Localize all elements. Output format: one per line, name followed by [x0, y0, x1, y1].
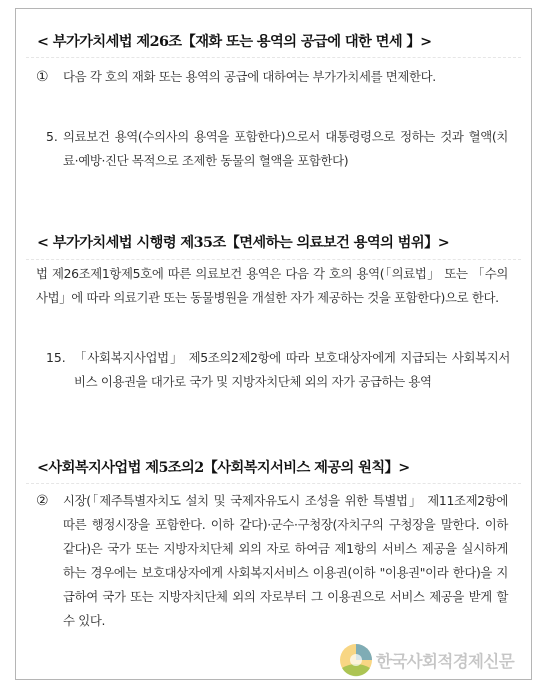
- document-frame: [15, 8, 532, 680]
- newspaper-watermark-text: 한국사회적경제신문: [376, 652, 515, 671]
- section1-heading: < 부가가치세법 제26조【재화 또는 용역의 공급에 대한 면세 】>: [37, 34, 432, 50]
- section3-heading: <사회복지사업법 제5조의2【사회복지서비스 제공의 원칙】>: [37, 460, 410, 476]
- section1-divider: [26, 57, 521, 58]
- section2-divider: [26, 259, 521, 260]
- section1-item-mark: ①: [36, 69, 49, 85]
- section2-sub-number: 15.: [46, 350, 66, 365]
- newspaper-logo-icon: [336, 640, 376, 680]
- section3-item-mark: ②: [36, 493, 49, 509]
- section1-sub-text: 의료보건 용역(수의사의 용역을 포함한다)으로서 대통령령으로 정하는 것과 혈액(치료·예방·진단 목적으로 조제한 동물의 혈액을 포함한다): [63, 129, 508, 168]
- section3-item-text: 시장(「제주특별자치도 설치 및 국제자유도시 조성을 위한 특별법」 제11조제2항에 따른 행정시장을 포함한다. 이하 같다)·군수·구청장(자치구의 구청장을 말한다. 이하 같다)은 국가 또는 지방자치단체 외의 자로 하여금 제1항의 서비스 제공을 실시하게 하는 경우에는 보호대상자에게 사회복지서비스 이용권(이하 "이용권"이라 한다)을 지급하여 국가 또는 지방자치단체 외의 자로부터 그 이용권으로 서비스 제공을 받게 할 수 있다.: [63, 493, 508, 628]
- newspaper-watermark: [336, 640, 541, 680]
- section2-heading: < 부가가치세법 시행령 제35조【면세하는 의료보건 용역의 범위】>: [37, 235, 450, 251]
- section2-intro-text: 법 제26조제1항제5호에 따른 의료보건 용역은 다음 각 호의 용역(「의료법」 또는 「수의사법」에 따라 의료기관 또는 동물병원을 개설한 자가 제공하는 것을 포함한다)으로 한다.: [36, 266, 508, 305]
- section1-sub-number: 5.: [46, 129, 58, 144]
- section2-sub-text: 「사회복지사업법」 제5조의2제2항에 따라 보호대상자에게 지급되는 사회복지서비스 이용권을 대가로 국가 및 지방자치단체 외의 자가 공급하는 용역: [74, 350, 510, 389]
- section3-divider: [26, 483, 521, 484]
- section1-item-text: 다음 각 호의 재화 또는 용역의 공급에 대하여는 부가가치세를 면제한다.: [63, 69, 436, 84]
